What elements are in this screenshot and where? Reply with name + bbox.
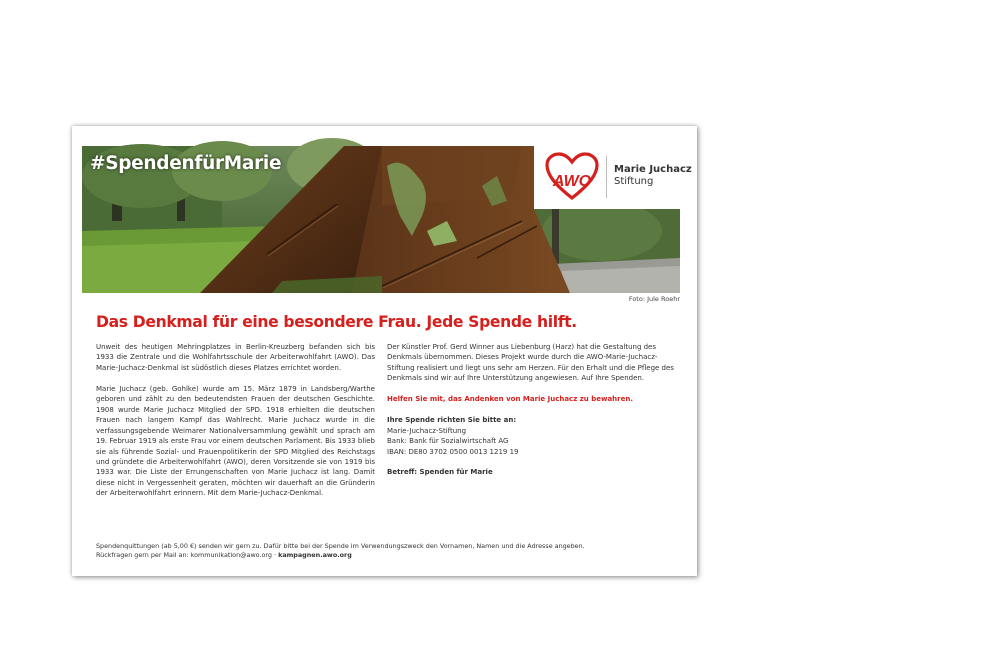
headline: Das Denkmal für eine besondere Frau. Jede Spende hilft. bbox=[96, 313, 577, 331]
bank-name: Bank: Bank für Sozialwirtschaft AG bbox=[387, 437, 509, 446]
photo-credit: Foto: Jule Roehr bbox=[628, 295, 680, 303]
awo-brand-text: AWO bbox=[552, 173, 592, 190]
hashtag-text: #SpendenfürMarie bbox=[90, 153, 282, 174]
foundation-name-line2: Stiftung bbox=[614, 176, 654, 187]
foundation-name bbox=[614, 164, 692, 188]
footer-line2 bbox=[96, 551, 585, 560]
foundation-name-line1: Marie Juchacz bbox=[614, 164, 692, 175]
biography-paragraph: Marie Juchacz (geb. Gohlke) wurde am 15. März 1879 in Landsberg/Warthe geboren und zählt zu den bedeutendsten Frauen der deutschen Geschichte. 1908 wurde Marie Juchacz Mitglied der SPD. 1918 erhielten die deutschen Frauen nach langem Kampf das Wahlrecht. Marie Juchacz wurde in die verfassungsgebende Weimarer Nationalversammlung gewählt und sprach am 19. Februar 1919 als erste Frau vor einem deutschen Parlament. Bis 1933 blieb sie als führende Sozial- und Frauenpolitikerin der SPD Mitglied des Reichstags und gründete die Arbeiterwohlfahrt (AWO), deren Vorsitzende sie von 1919 bis 1933 war. Die Liste der Errungenschaften von Marie Juchacz ist lang. Damit diese nicht in Vergessenheit geraten, möchten wir dauerhaft an die Gründerin der Arbeiterwohlfahrt erinnern. Mit dem Marie-Juchacz-Denkmal. bbox=[96, 384, 375, 498]
awo-logo bbox=[534, 146, 692, 209]
memorial-photo bbox=[82, 146, 692, 293]
campaign-link[interactable]: kampagnen.awo.org bbox=[278, 551, 352, 559]
artist-paragraph: Der Künstler Prof. Gerd Winner aus Liebenburg (Harz) hat die Gestaltung des Denkmals übernommen. Dieses Projekt wurde durch die AWO-Marie-Juchacz-Stiftung realisiert und liegt uns sehr am Herzen. Für den Erhalt und die Pflege des Denkmals sind wir auf Ihre Unterstützung angewiesen. Auf Ihre Spenden. bbox=[387, 343, 674, 383]
text-column-right bbox=[387, 342, 675, 478]
iban: IBAN: DE80 3702 0500 0013 1219 19 bbox=[387, 447, 519, 456]
text-column-left bbox=[96, 342, 375, 509]
logo-divider bbox=[606, 156, 607, 198]
bank-heading: Ihre Spende richten Sie bitte an: bbox=[387, 416, 517, 425]
bank-recipient: Marie-Juchacz-Stiftung bbox=[387, 426, 467, 435]
advertisement-card bbox=[72, 126, 697, 576]
awo-heart-icon bbox=[544, 152, 600, 202]
intro-paragraph: Unweit des heutigen Mehringplatzes in Berlin-Kreuzberg befanden sich bis 1933 die Zentrale und die Wohlfahrtsschule der Arbeiterwohlfahrt (AWO). Das Marie-Juchacz-Denkmal ist südöstlich dieses Platzes errichtet worden. bbox=[96, 343, 375, 372]
footer-contact: Rückfragen gern per Mail an: kommunikation@awo.org · bbox=[96, 551, 279, 559]
call-to-action: Helfen Sie mit, das Andenken von Marie Juchacz zu bewahren. bbox=[387, 395, 633, 404]
footer-note bbox=[96, 542, 585, 560]
spacer bbox=[387, 457, 675, 467]
payment-reference: Betreff: Spenden für Marie bbox=[387, 468, 493, 477]
footer-line1: Spendenquittungen (ab 5,00 €) senden wir gern zu. Dafür bitte bei der Spende im Verwendungszweck den Vornamen, Namen und die Adresse angeben. bbox=[96, 542, 585, 550]
